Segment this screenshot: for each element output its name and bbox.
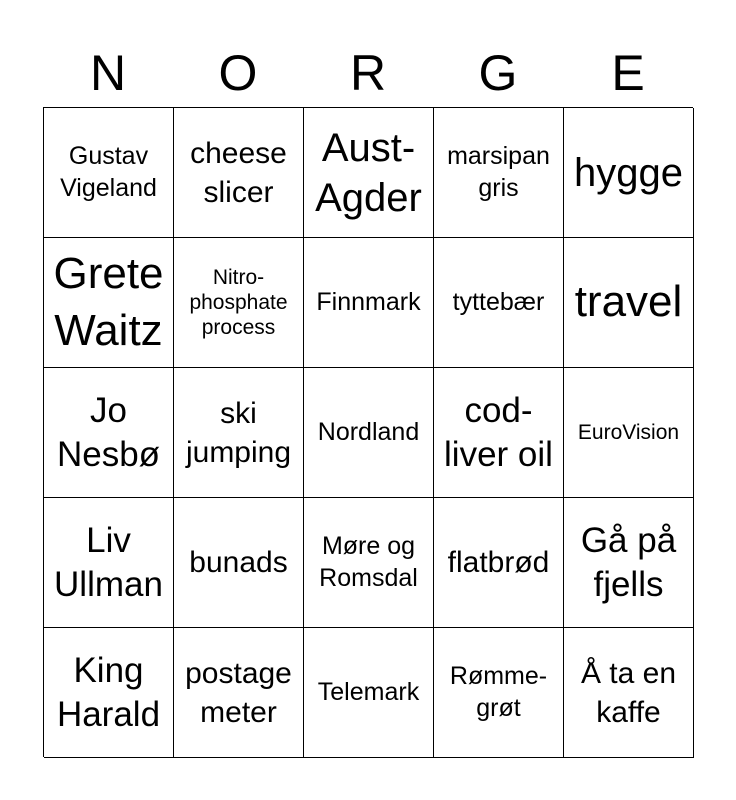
cell-text: Nordland — [317, 417, 420, 446]
cell-text: Nitro- phosphate process — [189, 265, 288, 340]
bingo-cell[interactable] — [564, 368, 694, 498]
bingo-cell[interactable] — [174, 238, 304, 368]
cell-text: postage meter — [185, 656, 292, 729]
bingo-cell[interactable] — [564, 108, 694, 238]
bingo-cell[interactable] — [304, 628, 434, 758]
bingo-cell[interactable] — [174, 498, 304, 628]
cell-text: cheese slicer — [190, 136, 287, 209]
header-letter-n: N — [89, 45, 127, 101]
header-letter-g: G — [478, 45, 518, 101]
bingo-cell[interactable] — [564, 498, 694, 628]
cell-text: Grete Waitz — [53, 249, 164, 355]
cell-text: Telemark — [317, 677, 420, 706]
header-letter-e: E — [611, 45, 645, 101]
cell-text: flatbrød — [447, 546, 550, 579]
bingo-cell[interactable] — [434, 498, 564, 628]
cell-text: Finnmark — [316, 287, 421, 316]
bingo-cell[interactable] — [304, 368, 434, 498]
cell-text: hygge — [574, 150, 683, 195]
bingo-cell[interactable] — [174, 108, 304, 238]
bingo-board — [43, 107, 693, 757]
bingo-cell[interactable] — [44, 238, 174, 368]
bingo-cell[interactable] — [564, 238, 694, 368]
cell-text: Rømme- grøt — [449, 662, 548, 722]
bingo-cell[interactable] — [44, 108, 174, 238]
cell-text: bunads — [189, 546, 288, 579]
bingo-cell[interactable] — [434, 238, 564, 368]
bingo-cell[interactable] — [434, 628, 564, 758]
cell-text: Gå på fjells — [580, 520, 677, 604]
bingo-cell[interactable] — [44, 628, 174, 758]
cell-text: marsipan gris — [447, 142, 550, 202]
cell-text: King Harald — [56, 650, 161, 734]
bingo-cell[interactable] — [304, 498, 434, 628]
bingo-cell[interactable] — [304, 238, 434, 368]
cell-text: tyttebær — [452, 287, 545, 316]
cell-text: Liv Ullman — [54, 520, 163, 604]
cell-text: Aust- Agder — [315, 125, 422, 220]
header-letter-o: O — [218, 45, 258, 101]
cell-text: Gustav Vigeland — [60, 142, 157, 202]
header-letter-r: R — [349, 45, 387, 101]
cell-text: Møre og Romsdal — [319, 532, 418, 592]
cell-text: Å ta en kaffe — [580, 656, 677, 729]
cell-text: Jo Nesbø — [56, 390, 161, 474]
bingo-cell[interactable] — [304, 108, 434, 238]
bingo-cell[interactable] — [174, 628, 304, 758]
bingo-cell[interactable] — [434, 108, 564, 238]
bingo-header — [43, 40, 693, 106]
cell-text: cod- liver oil — [444, 390, 553, 474]
bingo-cell[interactable] — [44, 498, 174, 628]
bingo-cell[interactable] — [564, 628, 694, 758]
bingo-cell[interactable] — [44, 368, 174, 498]
bingo-cell[interactable] — [434, 368, 564, 498]
bingo-cell[interactable] — [174, 368, 304, 498]
cell-text: EuroVision — [577, 420, 680, 444]
cell-text: ski jumping — [185, 396, 292, 469]
cell-text: travel — [574, 277, 683, 327]
